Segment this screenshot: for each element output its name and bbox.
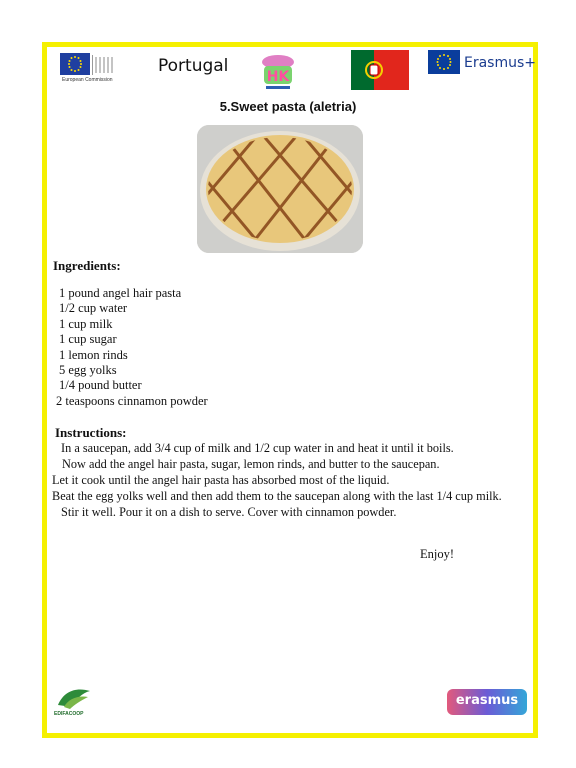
hk-project-logo — [256, 54, 300, 92]
ingredient-item: 1/4 pound butter — [59, 378, 142, 393]
eu-building-icon — [92, 55, 117, 75]
instruction-line: Now add the angel hair pasta, sugar, lemon rinds, and butter to the saucepan. — [62, 457, 440, 471]
ingredient-item: 1/2 cup water — [59, 301, 128, 316]
instructions-heading: Instructions: — [55, 425, 127, 440]
erasmus-logo-label: erasmus — [455, 693, 519, 708]
eu-logo-caption: European Commission — [62, 77, 113, 83]
instructions-list — [52, 440, 502, 520]
ingredient-item: 1 lemon rinds — [59, 347, 128, 362]
ingredient-item: 5 egg yolks — [59, 363, 117, 378]
ingredients-heading: Ingredients: — [53, 258, 121, 273]
instruction-line: In a saucepan, add 3/4 cup of milk and 1/2 cup water in and heat it until it boils. — [61, 441, 454, 455]
erasmus-plus-label: Erasmus+ — [464, 55, 537, 71]
ingredient-item: 1 cup milk — [59, 316, 113, 331]
erasmus-logo — [447, 689, 527, 715]
european-commission-logo — [60, 53, 118, 91]
closing-text: Enjoy! — [420, 547, 455, 561]
erasmus-plus-logo — [428, 50, 537, 80]
recipe-photo — [197, 125, 363, 253]
ingredient-item: 1 cup sugar — [59, 332, 117, 347]
edifacoop-label: EDIFACOOP — [54, 711, 84, 717]
country-name: Portugal — [158, 56, 229, 76]
ingredient-item: 1 pound angel hair pasta — [59, 286, 182, 300]
recipe-title: 5.Sweet pasta (aletria) — [219, 99, 357, 114]
eu-stars-icon — [428, 50, 460, 74]
edifacoop-logo — [54, 685, 94, 719]
ingredients-list — [56, 286, 208, 409]
hk-logo-text: HK — [266, 69, 290, 85]
instruction-line: Beat the egg yolks well and then add them to the saucepan along with the last 1/4 cup milk. — [52, 489, 502, 503]
portugal-flag-icon — [351, 50, 409, 90]
eu-flag-icon — [60, 53, 90, 75]
instruction-line: Let it cook until the angel hair pasta has absorbed most of the liquid. — [52, 473, 390, 487]
ingredient-item: 2 teaspoons cinnamon powder — [56, 393, 208, 408]
instruction-line: Stir it well. Pour it on a dish to serve. Cover with cinnamon powder. — [61, 505, 397, 519]
